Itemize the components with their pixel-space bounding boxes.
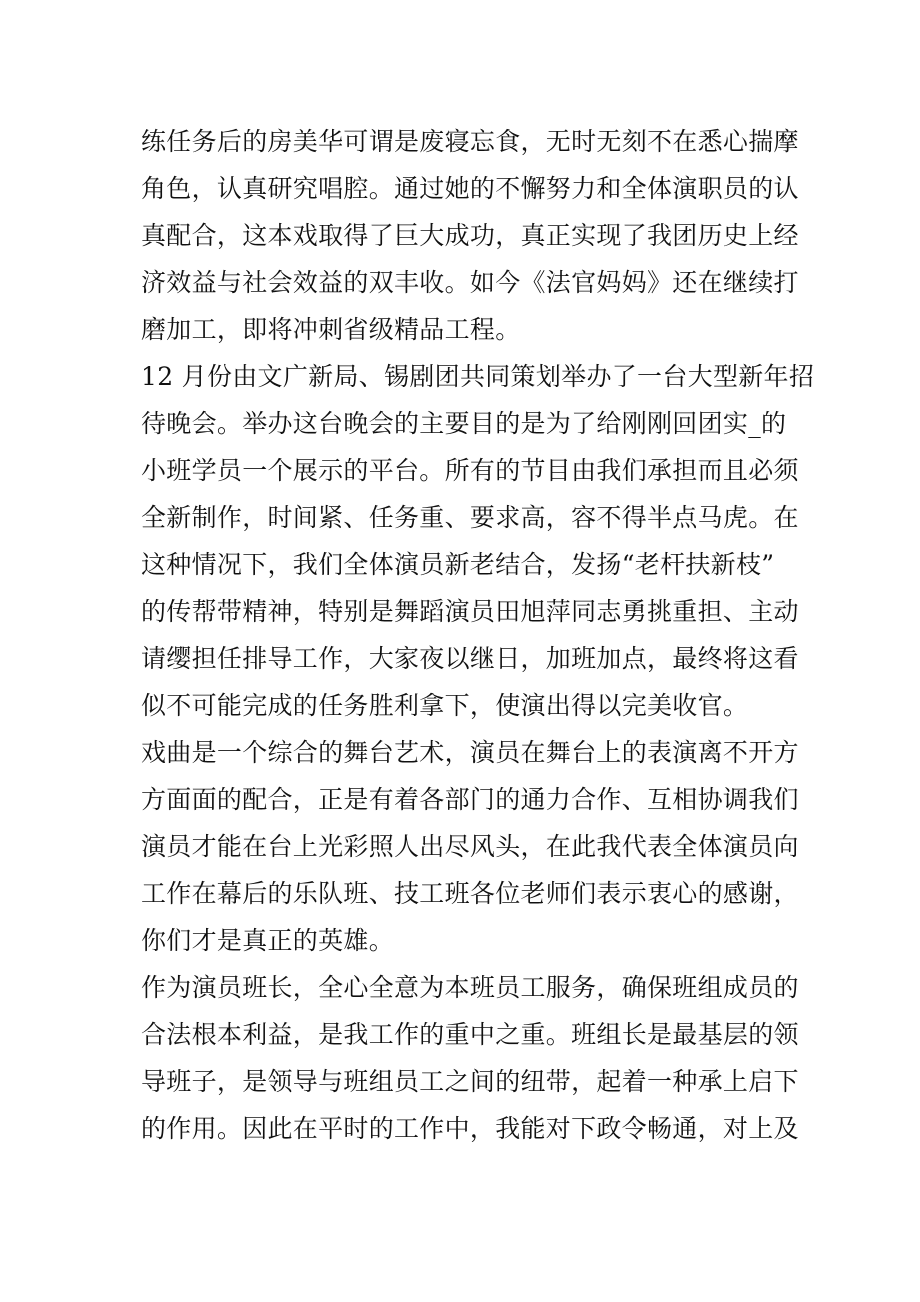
text-line: 磨加工，即将冲刺省级精品工程。: [141, 315, 521, 344]
text-line: 这种情况下，我们全体演员新老结合，发扬“老杆扶新枝”: [141, 550, 775, 579]
text-line: 12 月份由文广新局、锡剧团共同策划举办了一台大型新年招: [141, 362, 815, 391]
text-line: 济效益与社会效益的双丰收。如今《法官妈妈》还在继续打: [141, 268, 799, 297]
document-body-text: [141, 118, 815, 1152]
text-line: 作为演员班长，全心全意为本班员工服务，确保班组成员的: [141, 973, 799, 1002]
text-line: 方面面的配合，正是有着各部门的通力合作、互相协调我们: [141, 785, 799, 814]
text-line: 导班子，是领导与班组员工之间的纽带，起着一种承上启下: [141, 1067, 799, 1096]
text-line: 演员才能在台上光彩照人出尽风头，在此我代表全体演员向: [141, 832, 799, 861]
text-line: 的传帮带精神，特别是舞蹈演员田旭萍同志勇挑重担、主动: [141, 597, 799, 626]
text-line: 合法根本利益，是我工作的重中之重。班组长是最基层的领: [141, 1020, 799, 1049]
text-line: 小班学员一个展示的平台。所有的节目由我们承担而且必须: [141, 456, 799, 485]
text-line: 全新制作，时间紧、任务重、要求高，容不得半点马虎。在: [141, 503, 799, 532]
text-line: 你们才是真正的英雄。: [141, 926, 395, 955]
text-line: 真配合，这本戏取得了巨大成功，真正实现了我团历史上经: [141, 221, 799, 250]
text-line: 似不可能完成的任务胜利拿下，使演出得以完美收官。: [141, 691, 749, 720]
text-line: 角色，认真研究唱腔。通过她的不懈努力和全体演职员的认: [141, 174, 799, 203]
text-line: 练任务后的房美华可谓是废寝忘食，无时无刻不在悉心揣摩: [141, 127, 799, 156]
text-line: 工作在幕后的乐队班、技工班各位老师们表示衷心的感谢，: [141, 879, 799, 908]
text-line: 戏曲是一个综合的舞台艺术，演员在舞台上的表演离不开方: [141, 738, 799, 767]
text-line: 请缨担任排导工作，大家夜以继日，加班加点，最终将这看: [141, 644, 799, 673]
text-line: 待晚会。举办这台晚会的主要目的是为了给刚刚回团实_的: [141, 409, 787, 438]
text-line: 的作用。因此在平时的工作中，我能对下政令畅通，对上及: [141, 1114, 799, 1143]
